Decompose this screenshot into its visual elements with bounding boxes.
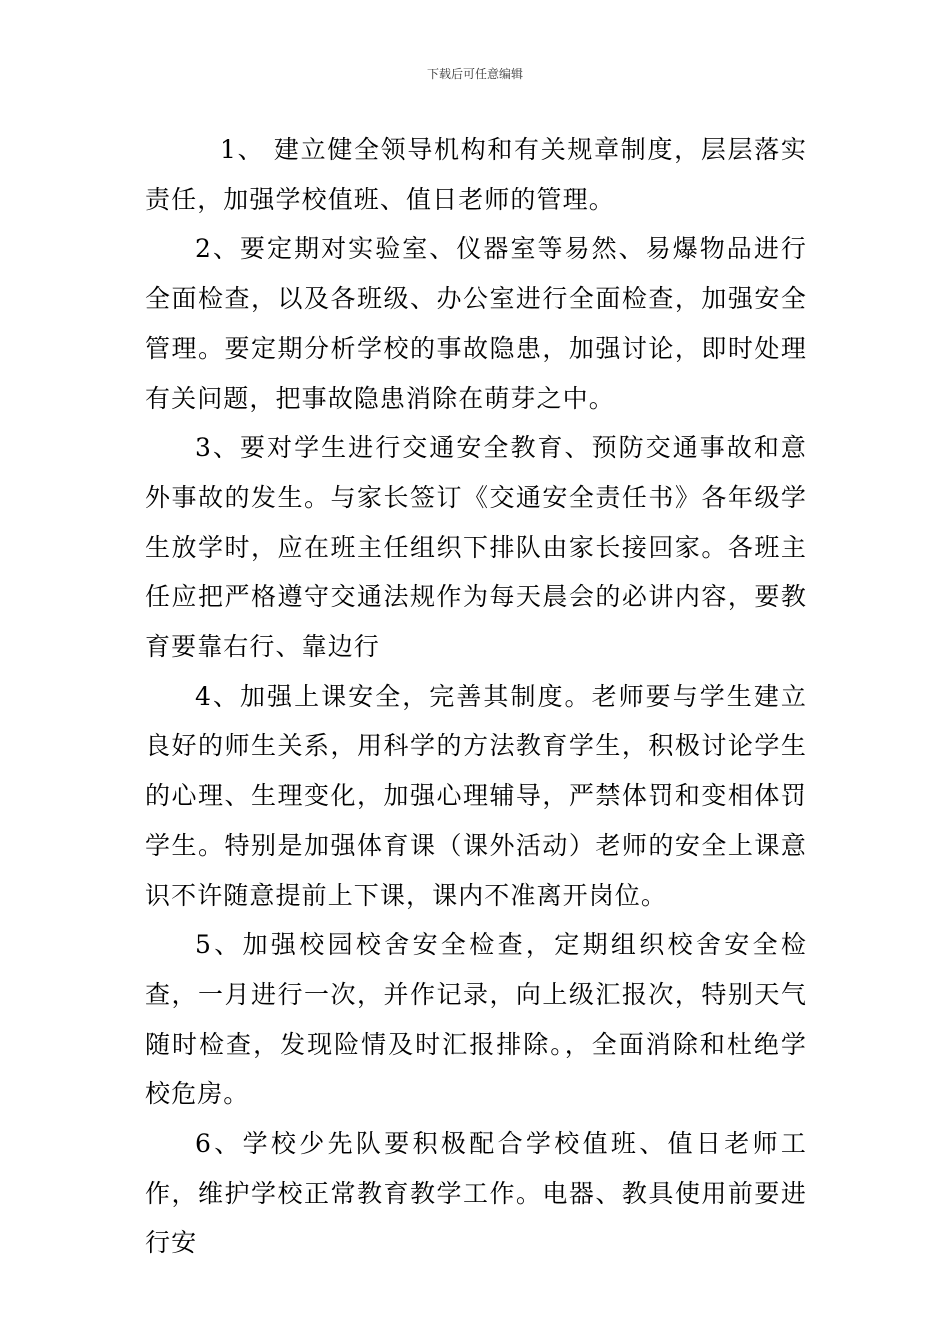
- paragraph-3: 3、要对学生进行交通安全教育、预防交通事故和意外事故的发生。与家长签订《交通安全责任书》各年级学生放学时，应在班主任组织下排队由家长接回家。各班主任应把严格遵守交通法规作为每天晨会的必讲内容，要教育要靠右行、靠边行: [145, 433, 807, 662]
- page-header: 下载后可任意编辑: [426, 67, 523, 81]
- paragraph-2: 2、要定期对实验室、仪器室等易然、易爆物品进行全面检查，以及各班级、办公室进行全面检查，加强安全管理。要定期分析学校的事故隐患，加强讨论，即时处理有关问题，把事故隐患消除在萌芽之中。: [145, 234, 807, 413]
- document-body: [145, 125, 807, 1268]
- paragraph-5: 5、加强校园校舍安全检查，定期组织校舍安全检查，一月进行一次，并作记录，向上级汇报次，特别天气随时检查，发现险情及时汇报排除。，全面消除和杜绝学校危房。: [145, 930, 807, 1109]
- paragraph-4: 4、加强上课安全，完善其制度。老师要与学生建立良好的师生关系，用科学的方法教育学生，积极讨论学生的心理、生理变化，加强心理辅导，严禁体罚和变相体罚学生。特别是加强体育课（课外活动）老师的安全上课意识不许随意提前上下课，课内不准离开岗位。: [145, 681, 807, 910]
- paragraph-1: 1、 建立健全领导机构和有关规章制度，层层落实责任，加强学校值班、值日老师的管理。: [145, 135, 807, 214]
- paragraph-6: 6、学校少先队要积极配合学校值班、值日老师工作，维护学校正常教育教学工作。电器、教具使用前要进行安: [145, 1129, 807, 1258]
